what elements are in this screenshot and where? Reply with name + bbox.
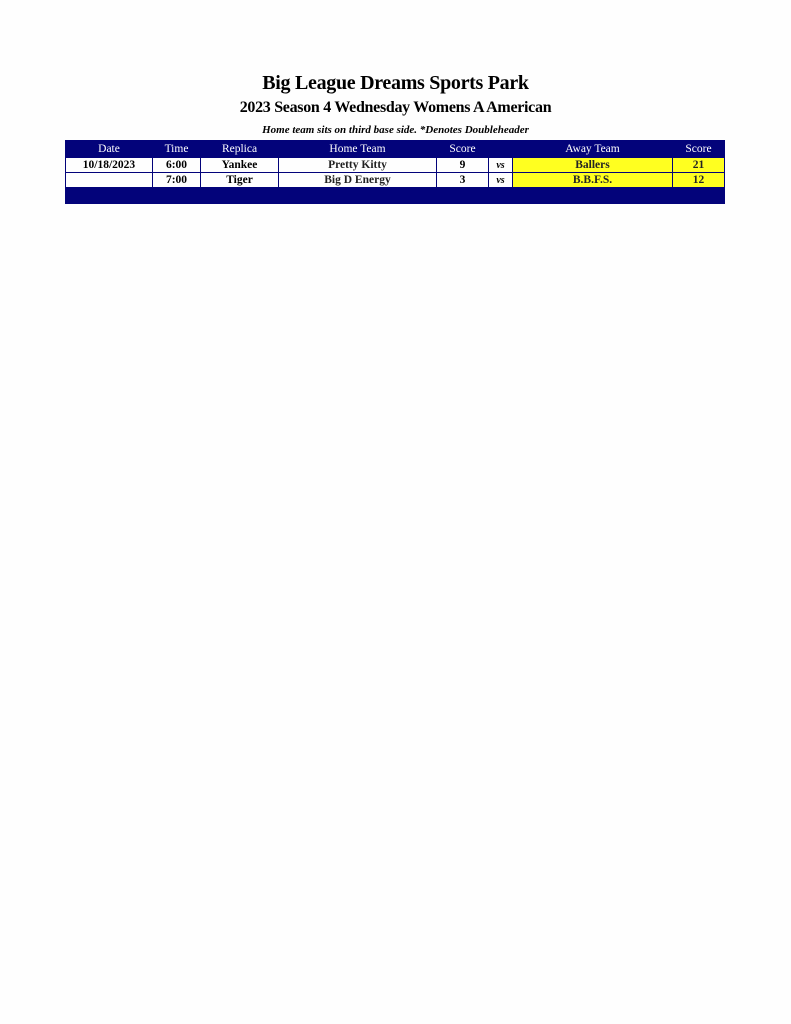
page-title: Big League Dreams Sports Park (262, 72, 529, 94)
home-score: 3 (437, 173, 489, 188)
footer-cell (153, 188, 201, 204)
game-date (66, 173, 153, 188)
home-team: Pretty Kitty (279, 158, 437, 173)
vs-label: vs (489, 173, 513, 188)
col-header-away-team: Away Team (513, 141, 673, 158)
vs-label: vs (489, 158, 513, 173)
game-replica: Tiger (201, 173, 279, 188)
away-score: 21 (673, 158, 725, 173)
away-team: B.B.F.S. (513, 173, 673, 188)
away-team: Ballers (513, 158, 673, 173)
table-footer-row (66, 188, 725, 204)
col-header-away-score: Score (673, 141, 725, 158)
col-header-date: Date (66, 141, 153, 158)
col-header-time: Time (153, 141, 201, 158)
footer-cell (489, 188, 513, 204)
game-time: 7:00 (153, 173, 201, 188)
game-date: 10/18/2023 (66, 158, 153, 173)
col-header-vs (489, 141, 513, 158)
home-team: Big D Energy (279, 173, 437, 188)
table-row (66, 173, 725, 188)
footer-cell (673, 188, 725, 204)
footer-cell (66, 188, 153, 204)
league-subtitle: 2023 Season 4 Wednesday Womens A American (239, 99, 552, 116)
game-replica: Yankee (201, 158, 279, 173)
header-row (66, 141, 725, 158)
game-time: 6:00 (153, 158, 201, 173)
footer-cell (279, 188, 437, 204)
footer-cell (201, 188, 279, 204)
schedule-table (65, 140, 725, 204)
col-header-replica: Replica (201, 141, 279, 158)
footer-cell (437, 188, 489, 204)
home-score: 9 (437, 158, 489, 173)
away-score: 12 (673, 173, 725, 188)
table-row (66, 158, 725, 173)
footer-cell (513, 188, 673, 204)
col-header-home-team: Home Team (279, 141, 437, 158)
col-header-home-score: Score (437, 141, 489, 158)
seating-note: Home team sits on third base side. *Denotes Doubleheader (262, 124, 529, 136)
